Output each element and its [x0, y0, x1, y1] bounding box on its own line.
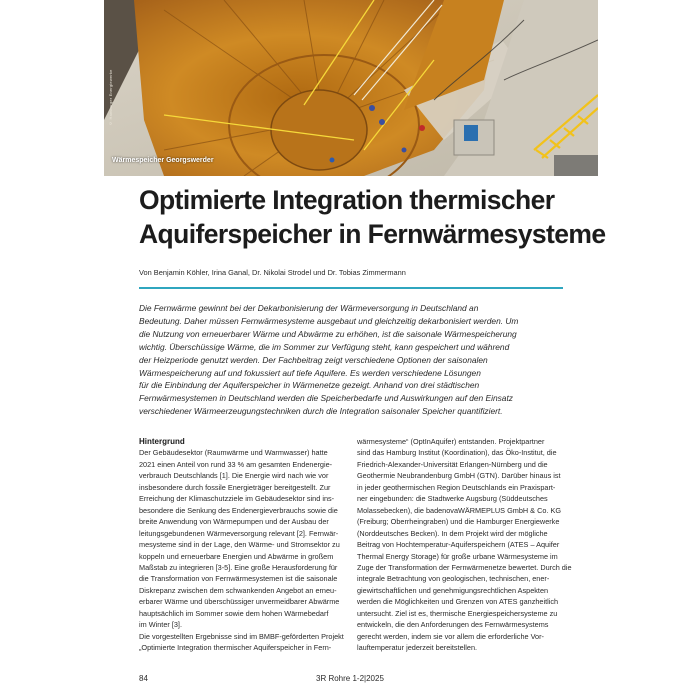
body-line: verbrauch Deutschlands [1]. Die Energie wird nach wie vor [139, 471, 329, 481]
body-line: lauftemperatur jederzeit bereitstellen. [357, 643, 478, 653]
photo-credit: © Hamburger Energiewerke [108, 69, 113, 126]
body-line: besondere die Senkung des Endenergieverbrauchs sowie die [139, 505, 338, 515]
body-line: Erreichung der Klimaschutzziele im Gebäudesektor sind ins- [139, 494, 335, 504]
abstract-line: für die Einbindung der Aquiferspeicher in Wärmenetze gezeigt. Anhand von drei städtischen [139, 380, 480, 391]
abstract-line: Wärmespeicherung auf und fokussiert auf tiefe Aquifere. Es werden verschiedene Lösungen [139, 367, 481, 378]
body-line: mesysteme sind in der Lage, den Wärme- und Stromsektor zu [139, 540, 340, 550]
photo-caption: Wärmespeicher Georgswerder [112, 157, 214, 164]
accent-divider [139, 287, 563, 289]
abstract-line: die Nutzung von erneuerbarer Wärme und Abwärme zu erhöhen, ist die saisonale Wärmespeicherung [139, 328, 517, 339]
body-line: Der Gebäudesektor (Raumwärme und Warmwasser) hatte [139, 448, 328, 458]
body-line: Beitrag von Hochtemperatur-Aquiferspeichern (ATES – Aquifer [357, 540, 560, 550]
body-line: Die vorgestellten Ergebnisse sind im BMBF-geförderten Projekt [139, 631, 344, 641]
body-column-right [357, 436, 572, 654]
section-heading: Hintergrund [139, 437, 185, 446]
storage-tank-photo-illustration [104, 0, 598, 176]
body-line: Molassebecken), die badenovaWÄRMEPLUS GmbH & Co. KG [357, 505, 561, 515]
body-line: erbarer Wärme und überschüssiger unvermeidbarer Abwärme [139, 597, 340, 607]
body-line: 2021 einen Anteil von rund 33 % am gesamten Endenergie- [139, 459, 333, 469]
body-line: giewirtschaftlichen und genehmigungsrechtlichen Aspekten [357, 585, 549, 595]
body-line: entwickeln, die den Anforderungen des Fernwärmesystems [357, 620, 549, 630]
body-line: integrale Betrachtung von geologischen, technischen, ener- [357, 574, 550, 584]
body-line: untersucht. Ziel ist es, thermische Energiespeichersysteme zu [357, 608, 558, 618]
title-line: Optimierte Integration thermischer [139, 185, 555, 215]
page-number: 84 [139, 674, 148, 683]
body-line: Thermal Energy Storage) für große urbane Wärmesysteme im [357, 551, 558, 561]
abstract-line: Die Fernwärme gewinnt bei der Dekarbonisierung der Wärmeversorgung in Deutschland an [139, 303, 479, 313]
body-line: hauptsächlich im Sommer sowie dem hohen Wärmebedarf [139, 608, 329, 618]
body-line: breite Anwendung von Wärmepumpen und der Ausbau der [139, 517, 329, 527]
body-line: (Norddeutsches Becken). In dem Projekt wird der mögliche [357, 528, 548, 538]
abstract-line: Fernwärmesystemen in Deutschland werden die Speicherbedarfe und Auswirkungen auf den Einsatz [139, 393, 513, 404]
body-line: Geothermie Neubrandenburg GmbH (GTN). Darüber hinaus ist [357, 471, 561, 481]
hero-photo [104, 0, 598, 176]
body-line: ner eingebunden: die Stadtwerke Augsburg (Süddeutsches [357, 494, 548, 504]
body-line: gerecht werden, indem sie vor allem die erforderliche Vor- [357, 631, 544, 641]
abstract [139, 302, 569, 418]
body-line: im Winter [3]. [139, 620, 182, 630]
abstract-line: wichtig. Überschüssige Wärme, die im Sommer zur Verfügung steht, kann gespeichert und während [139, 341, 510, 352]
body-line: „Optimierte Integration thermischer Aquiferspeicher in Fern- [139, 643, 332, 653]
body-line: insbesondere durch fossile Energieträger bereitgestellt. Zur [139, 482, 331, 492]
body-line: in jeder geothermischen Region Deutschlands ein Praxispart- [357, 482, 556, 492]
body-line: leitungsgebundenen Wärmeversorgung relevant [2]. Fernwär- [139, 528, 339, 538]
abstract-line: Bedeutung. Daher müssen Fernwärmesysteme ausgebaut und gleichzeitig dekarbonisiert werden. Um [139, 315, 519, 326]
body-line: Diskrepanz zwischen dem schwankenden Angebot an erneu- [139, 585, 337, 595]
article-title [139, 183, 606, 251]
body-line: Maßstab zu integrieren [3-5]. Eine große Herausforderung für [139, 562, 338, 572]
body-column-left [139, 436, 345, 654]
author-line: Von Benjamin Köhler, Irina Ganal, Dr. Nikolai Strodel und Dr. Tobias Zimmermann [139, 268, 406, 277]
body-line: werden die Möglichkeiten und Grenzen von ATES ganzheitlich [357, 597, 559, 607]
journal-issue: 3R Rohre 1-2|2025 [316, 674, 384, 683]
body-line: koppeln und erneuerbare Energien und Abwärme in großem [139, 551, 334, 561]
body-line: die Transformation von Fernwärmesystemen ist die saisonale [139, 574, 338, 584]
abstract-line: verschiedener Wärmeerzeugungstechniken durch die Integration saisonaler Speicher quantifiziert. [139, 406, 503, 417]
title-line: Aquiferspeicher in Fernwärmesysteme [139, 219, 606, 249]
abstract-line: der Heizperiode genutzt werden. Der Fachbeitrag zeigt verschiedene Optionen der saisonalen [139, 354, 488, 365]
body-line: (Freiburg; Oberrheingraben) und die Hamburger Energiewerke [357, 517, 560, 527]
body-line: wärmesysteme“ (OptInAquifer) entstanden. Projektpartner [357, 437, 545, 446]
body-line: sind das Hamburg Institut (Koordination), das Öko-Institut, die [357, 448, 557, 458]
body-line: Friedrich-Alexander-Universität Erlangen-Nürnberg und die [357, 459, 548, 469]
body-line: Zuge der Transformation der Fernwärmenetze bewertet. Durch die [357, 562, 572, 572]
